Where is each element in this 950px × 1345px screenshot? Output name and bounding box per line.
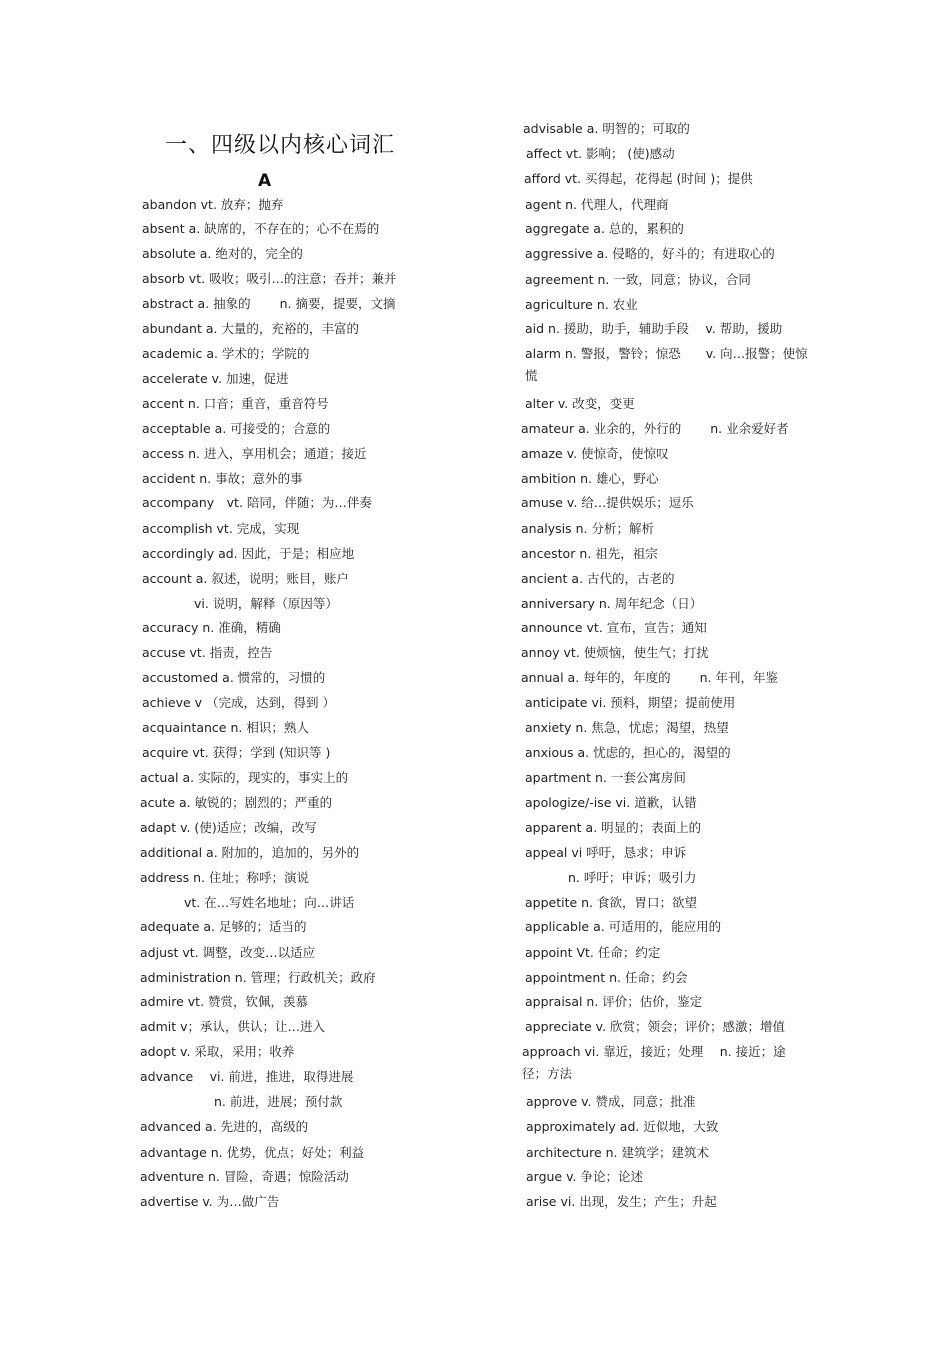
- word-entry: aid n. 援助，助手，辅助手段 v. 帮助，援助: [525, 321, 783, 336]
- word-entry: adequate a. 足够的；适当的: [140, 919, 307, 934]
- word-entry: adapt v. (使)适应；改编，改写: [140, 820, 317, 835]
- word-entry: account a. 叙述，说明；账目，账户: [142, 571, 349, 586]
- word-entry: appointment n. 任命；约会: [525, 970, 688, 985]
- word-entry: abundant a. 大量的，充裕的，丰富的: [142, 321, 359, 336]
- word-entry: acquire vt. 获得；学到 (知识等 ): [142, 745, 331, 760]
- word-entry: appetite n. 食欲，胃口；欲望: [525, 895, 698, 910]
- word-entry: advisable a. 明智的；可取的: [523, 121, 690, 136]
- word-entry: applicable a. 可适用的，能应用的: [525, 919, 722, 934]
- word-entry: advantage n. 优势，优点；好处；利益: [140, 1145, 365, 1160]
- word-entry: accomplish vt. 完成，实现: [142, 521, 300, 536]
- word-entry: amuse v. 给…提供娱乐；逗乐: [521, 495, 694, 510]
- word-entry: appeal vi 呼吁，恳求；申诉: [525, 845, 687, 860]
- word-entry: adopt v. 采取，采用；收养: [140, 1044, 295, 1059]
- word-entry: architecture n. 建筑学；建筑术: [526, 1145, 709, 1160]
- word-entry: anticipate vi. 预料，期望；提前使用: [525, 695, 736, 710]
- word-entry: accuse vt. 指责，控告: [142, 645, 273, 660]
- word-entry: argue v. 争论；论述: [526, 1169, 643, 1184]
- word-entry-continuation: n. 前进，进展；预付款: [214, 1094, 343, 1109]
- word-entry: apparent a. 明显的；表面上的: [525, 820, 702, 835]
- word-entry: abandon vt. 放弃；抛弃: [142, 197, 284, 212]
- word-entry: agreement n. 一致，同意；协议，合同: [525, 272, 751, 287]
- letter-heading: A: [258, 171, 272, 191]
- word-entry: appreciate v. 欣赏；领会；评价；感激；增值: [525, 1019, 786, 1034]
- word-entry: acute a. 敏锐的；剧烈的；严重的: [140, 795, 333, 810]
- word-entry: anniversary n. 周年纪念（日）: [521, 596, 703, 611]
- word-entry-continuation: vt. 在…写姓名地址；向…讲话: [184, 895, 355, 910]
- word-entry: advertise v. 为…做广告: [140, 1194, 280, 1209]
- word-entry: approve v. 赞成，同意；批准: [526, 1094, 696, 1109]
- word-entry: accustomed a. 惯常的，习惯的: [142, 670, 326, 685]
- word-entry: accompany vt. 陪同，伴随；为…伴奏: [142, 495, 372, 510]
- word-entry: affect vt. 影响； (使)感动: [526, 146, 675, 161]
- word-entry: adjust vt. 调整，改变…以适应: [140, 945, 316, 960]
- word-entry: ancestor n. 祖先，祖宗: [521, 546, 658, 561]
- word-entry: agriculture n. 农业: [525, 297, 638, 312]
- word-entry: alter v. 改变，变更: [525, 396, 635, 411]
- word-entry: advance vi. 前进，推进，取得进展: [140, 1069, 354, 1084]
- word-entry: access n. 进入，享用机会；通道；接近: [142, 446, 367, 461]
- word-entry: adventure n. 冒险，奇遇；惊险活动: [140, 1169, 349, 1184]
- word-entry: additional a. 附加的，追加的，另外的: [140, 845, 360, 860]
- word-entry: annoy vt. 使烦恼，使生气；打扰: [521, 645, 709, 660]
- word-entry: absent a. 缺席的，不存在的；心不在焉的: [142, 221, 380, 236]
- word-entry-continuation: n. 呼吁；申诉；吸引力: [568, 870, 697, 885]
- word-entry: appraisal n. 评价；估价，鉴定: [525, 994, 703, 1009]
- word-entry: aggregate a. 总的，累积的: [525, 221, 684, 236]
- word-entry: apologize/-ise vi. 道歉，认错: [525, 795, 697, 810]
- word-entry: approximately ad. 近似地，大致: [526, 1119, 719, 1134]
- word-entry: abstract a. 抽象的 n. 摘要，提要，文摘: [142, 296, 396, 311]
- word-entry: admire vt. 赞赏，钦佩，羡慕: [140, 994, 309, 1009]
- word-entry: administration n. 管理；行政机关；政府: [140, 970, 376, 985]
- word-entry: appoint Vt. 任命；约定: [525, 945, 661, 960]
- word-entry: achieve v （完成，达到，得到 ）: [142, 695, 336, 710]
- word-entry: acquaintance n. 相识；熟人: [142, 720, 309, 735]
- word-entry: accelerate v. 加速，促进: [142, 371, 289, 386]
- word-entry: alarm n. 警报，警铃；惊恐 v. 向…报警；使惊慌: [525, 346, 808, 383]
- word-entry-continuation: vi. 说明，解释（原因等）: [194, 596, 338, 611]
- word-entry: aggressive a. 侵略的，好斗的；有进取心的: [525, 246, 775, 261]
- word-entry: address n. 住址；称呼；演说: [140, 870, 309, 885]
- word-entry: accordingly ad. 因此，于是；相应地: [142, 546, 355, 561]
- word-entry: agent n. 代理人，代理商: [525, 197, 669, 212]
- word-entry: anxiety n. 焦急，忧虑；渴望，热望: [525, 720, 729, 735]
- word-entry: approach vi. 靠近，接近；处理 n. 接近；途径；方法: [522, 1044, 786, 1081]
- word-entry: absolute a. 绝对的，完全的: [142, 246, 303, 261]
- word-entry: amateur a. 业余的，外行的 n. 业余爱好者: [521, 421, 789, 436]
- word-entry: acceptable a. 可接受的；合意的: [142, 421, 331, 436]
- word-entry: accident n. 事故；意外的事: [142, 471, 303, 486]
- word-entry: accent n. 口音；重音，重音符号: [142, 396, 329, 411]
- section-heading: 一、四级以内核心词汇: [165, 133, 396, 158]
- word-entry: amaze v. 使惊奇，使惊叹: [521, 446, 669, 461]
- word-entry: anxious a. 忧虑的，担心的，渴望的: [525, 745, 731, 760]
- word-entry: ambition n. 雄心，野心: [521, 471, 659, 486]
- word-entry: accuracy n. 准确，精确: [142, 620, 281, 635]
- word-entry: annual a. 每年的，年度的 n. 年刊，年鉴: [521, 670, 778, 685]
- word-entry: announce vt. 宣布，宣告；通知: [521, 620, 707, 635]
- word-entry: academic a. 学术的；学院的: [142, 346, 310, 361]
- word-entry: arise vi. 出现，发生；产生；升起: [526, 1194, 717, 1209]
- word-entry: apartment n. 一套公寓房间: [525, 770, 686, 785]
- word-entry: analysis n. 分析；解析: [521, 521, 654, 536]
- word-entry: admit v；承认，供认；让…进入: [140, 1019, 326, 1034]
- word-entry: ancient a. 古代的，古老的: [521, 571, 675, 586]
- word-entry: advanced a. 先进的，高级的: [140, 1119, 309, 1134]
- word-entry: absorb vt. 吸收；吸引…的注意；吞并；兼并: [142, 271, 397, 286]
- word-entry: afford vt. 买得起，花得起 (时间 )；提供: [524, 171, 753, 186]
- word-entry: actual a. 实际的，现实的，事实上的: [140, 770, 349, 785]
